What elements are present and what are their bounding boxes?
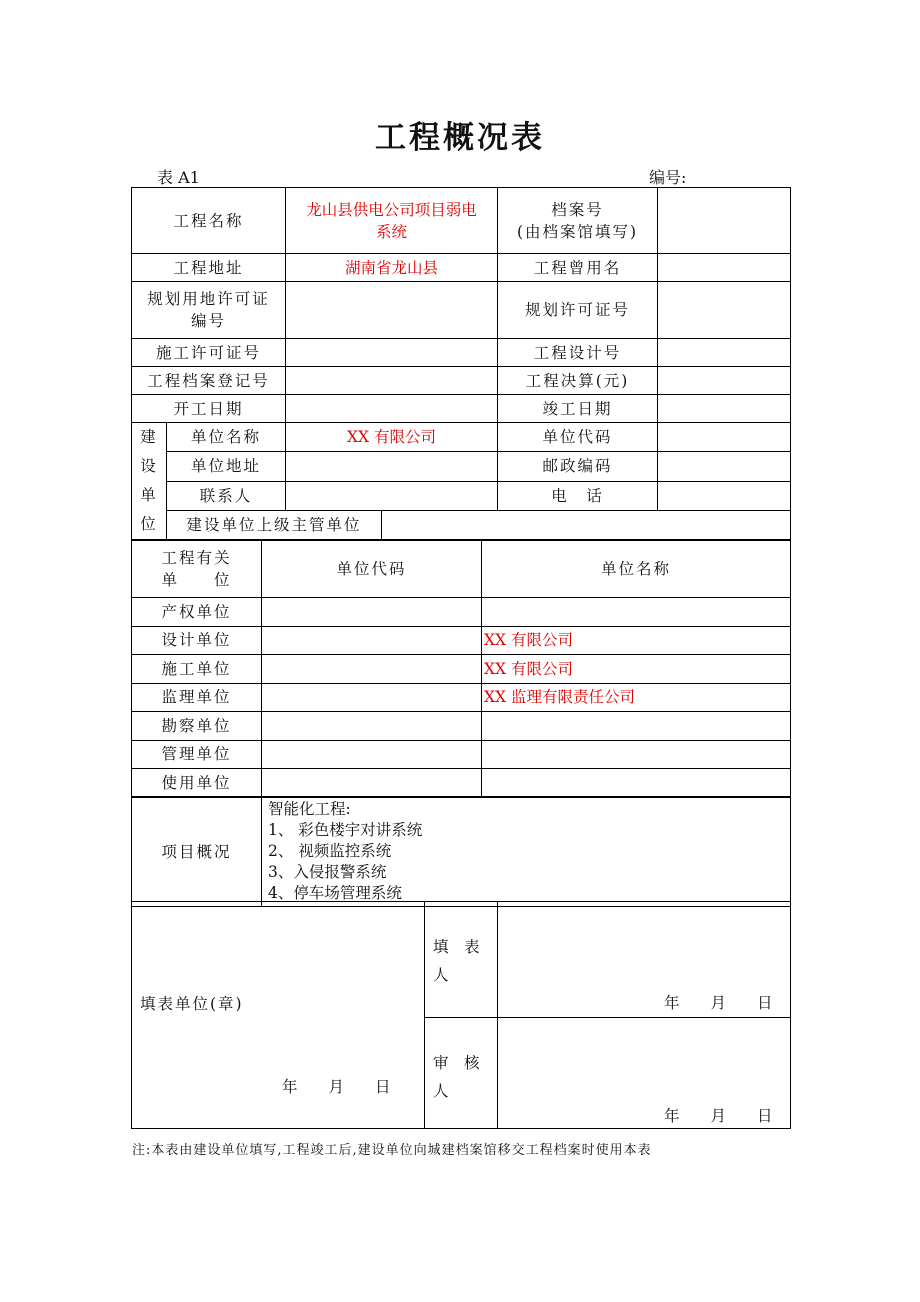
header-unit-code: 单位代码 bbox=[262, 541, 482, 598]
builder-side-char-2: 设 bbox=[140, 457, 158, 475]
summary-line: 4、停车场管理系统 bbox=[268, 884, 402, 902]
design-no-value[interactable] bbox=[658, 339, 791, 367]
archive-reg-label: 工程档案登记号 bbox=[132, 367, 286, 395]
row-label: 管理单位 bbox=[132, 740, 262, 769]
header-related-units-line2: 单 位 bbox=[161, 571, 232, 589]
summary-line: 3、入侵报警系统 bbox=[268, 863, 387, 881]
form-code: 表 A1 bbox=[157, 168, 200, 187]
land-permit-label bbox=[132, 282, 286, 339]
builder-side-char-4: 位 bbox=[140, 515, 158, 533]
signature-table bbox=[131, 901, 791, 1129]
superior-value[interactable] bbox=[382, 511, 790, 539]
construction-permit-value[interactable] bbox=[286, 339, 498, 367]
start-date-label: 开工日期 bbox=[132, 395, 286, 423]
archive-no-value[interactable] bbox=[658, 188, 791, 254]
related-units-header bbox=[132, 541, 791, 598]
row-address bbox=[132, 254, 791, 282]
summary-content[interactable] bbox=[262, 797, 791, 907]
row-code[interactable] bbox=[262, 712, 482, 741]
unit-address-value[interactable] bbox=[286, 452, 498, 481]
summary-line: 智能化工程: bbox=[268, 800, 351, 818]
row-code[interactable] bbox=[262, 683, 482, 712]
row-unit-name bbox=[132, 423, 791, 452]
filler-person-label bbox=[425, 902, 498, 1018]
postal-value[interactable] bbox=[658, 452, 791, 481]
phone-label: 电 话 bbox=[498, 481, 658, 510]
archive-no-label-line1: 档案号 bbox=[551, 200, 604, 219]
plan-permit-label: 规划许可证号 bbox=[498, 282, 658, 339]
row-land-permit bbox=[132, 282, 791, 339]
address-value[interactable]: 湖南省龙山县 bbox=[286, 254, 498, 282]
related-units-table bbox=[131, 540, 791, 798]
filler-unit-label: 填表单位(章) bbox=[140, 995, 244, 1013]
builder-side-char-1: 建 bbox=[140, 428, 158, 446]
row-unit-address bbox=[132, 452, 791, 481]
row-name[interactable]: XX 监理有限责任公司 bbox=[482, 683, 791, 712]
unit-name-label: 单位名称 bbox=[167, 423, 286, 452]
builder-side-label bbox=[132, 423, 167, 540]
table-row bbox=[132, 626, 791, 655]
row-name[interactable] bbox=[482, 740, 791, 769]
row-code[interactable] bbox=[262, 740, 482, 769]
summary-label: 项目概况 bbox=[132, 797, 262, 907]
reviewer-label-line1: 审 核 bbox=[433, 1054, 480, 1072]
start-date-value[interactable] bbox=[286, 395, 498, 423]
phone-value[interactable] bbox=[658, 481, 791, 510]
table-row bbox=[132, 769, 791, 798]
land-permit-label-line2: 编号 bbox=[191, 312, 227, 330]
row-label: 勘察单位 bbox=[132, 712, 262, 741]
filler-person-label-line2: 人 bbox=[433, 966, 449, 984]
row-name[interactable] bbox=[482, 598, 791, 627]
end-date-value[interactable] bbox=[658, 395, 791, 423]
page-title: 工程概况表 bbox=[375, 120, 545, 156]
table-row bbox=[132, 683, 791, 712]
row-superior bbox=[132, 510, 791, 539]
row-summary bbox=[132, 797, 791, 907]
unit-address-label: 单位地址 bbox=[167, 452, 286, 481]
filler-person-value[interactable] bbox=[498, 902, 791, 1018]
address-label: 工程地址 bbox=[132, 254, 286, 282]
row-label: 设计单位 bbox=[132, 626, 262, 655]
header-related-units bbox=[132, 541, 262, 598]
project-name-line2: 系统 bbox=[376, 222, 408, 241]
table-row bbox=[132, 712, 791, 741]
archive-reg-value[interactable] bbox=[286, 367, 498, 395]
row-filler bbox=[132, 902, 791, 1018]
unit-code-value[interactable] bbox=[658, 423, 791, 452]
summary-line: 2、 视频监控系统 bbox=[268, 842, 392, 860]
land-permit-value[interactable] bbox=[286, 282, 498, 339]
summary-line: 1、 彩色楼宇对讲系统 bbox=[268, 821, 423, 839]
row-project-name bbox=[132, 188, 791, 254]
header-unit-name: 单位名称 bbox=[482, 541, 791, 598]
reviewer-date: 年 月 日 bbox=[664, 1107, 773, 1125]
row-code[interactable] bbox=[262, 655, 482, 684]
project-name-label: 工程名称 bbox=[132, 188, 286, 254]
serial-number-label: 编号: bbox=[649, 168, 687, 187]
contact-label: 联系人 bbox=[167, 481, 286, 510]
archive-no-label bbox=[498, 188, 658, 254]
former-name-value[interactable] bbox=[658, 254, 791, 282]
row-label: 监理单位 bbox=[132, 683, 262, 712]
row-archive-reg bbox=[132, 367, 791, 395]
row-code[interactable] bbox=[262, 598, 482, 627]
row-name[interactable]: XX 有限公司 bbox=[482, 626, 791, 655]
row-name[interactable] bbox=[482, 769, 791, 798]
former-name-label: 工程曾用名 bbox=[498, 254, 658, 282]
filler-unit-cell[interactable] bbox=[132, 902, 425, 1129]
row-code[interactable] bbox=[262, 626, 482, 655]
archive-no-label-line2: (由档案馆填写) bbox=[516, 222, 639, 241]
plan-permit-value[interactable] bbox=[658, 282, 791, 339]
postal-label: 邮政编码 bbox=[498, 452, 658, 481]
project-name-line1: 龙山县供电公司项目弱电 bbox=[306, 200, 477, 219]
filler-person-date: 年 月 日 bbox=[664, 994, 773, 1012]
unit-name-value[interactable]: XX 有限公司 bbox=[286, 423, 498, 452]
table-row bbox=[132, 655, 791, 684]
land-permit-label-line1: 规划用地许可证 bbox=[147, 290, 270, 308]
row-name[interactable]: XX 有限公司 bbox=[482, 655, 791, 684]
filler-person-label-line1: 填 表 bbox=[433, 938, 480, 956]
unit-code-label: 单位代码 bbox=[498, 423, 658, 452]
project-name-value[interactable] bbox=[286, 188, 498, 254]
design-no-label: 工程设计号 bbox=[498, 339, 658, 367]
row-label: 使用单位 bbox=[132, 769, 262, 798]
table-row bbox=[132, 598, 791, 627]
settlement-label: 工程决算(元) bbox=[498, 367, 658, 395]
reviewer-label bbox=[425, 1018, 498, 1129]
row-construction-permit bbox=[132, 339, 791, 367]
reviewer-label-line2: 人 bbox=[433, 1082, 449, 1100]
row-code[interactable] bbox=[262, 769, 482, 798]
builder-side-char-3: 单 bbox=[140, 486, 158, 504]
row-dates bbox=[132, 395, 791, 423]
table-row bbox=[132, 740, 791, 769]
contact-value[interactable] bbox=[286, 481, 498, 510]
row-label: 产权单位 bbox=[132, 598, 262, 627]
filler-unit-date: 年 月 日 bbox=[282, 1078, 391, 1096]
superior-row bbox=[167, 510, 791, 539]
row-name[interactable] bbox=[482, 712, 791, 741]
footnote: 注:本表由建设单位填写,工程竣工后,建设单位向城建档案馆移交工程档案时使用本表 bbox=[132, 1143, 652, 1158]
end-date-label: 竣工日期 bbox=[498, 395, 658, 423]
row-contact bbox=[132, 481, 791, 510]
reviewer-value[interactable] bbox=[498, 1018, 791, 1129]
row-label: 施工单位 bbox=[132, 655, 262, 684]
project-info-table bbox=[131, 187, 791, 540]
header-related-units-line1: 工程有关 bbox=[161, 549, 232, 567]
settlement-value[interactable] bbox=[658, 367, 791, 395]
project-summary-table bbox=[131, 796, 791, 907]
superior-label: 建设单位上级主管单位 bbox=[167, 511, 382, 539]
construction-permit-label: 施工许可证号 bbox=[132, 339, 286, 367]
